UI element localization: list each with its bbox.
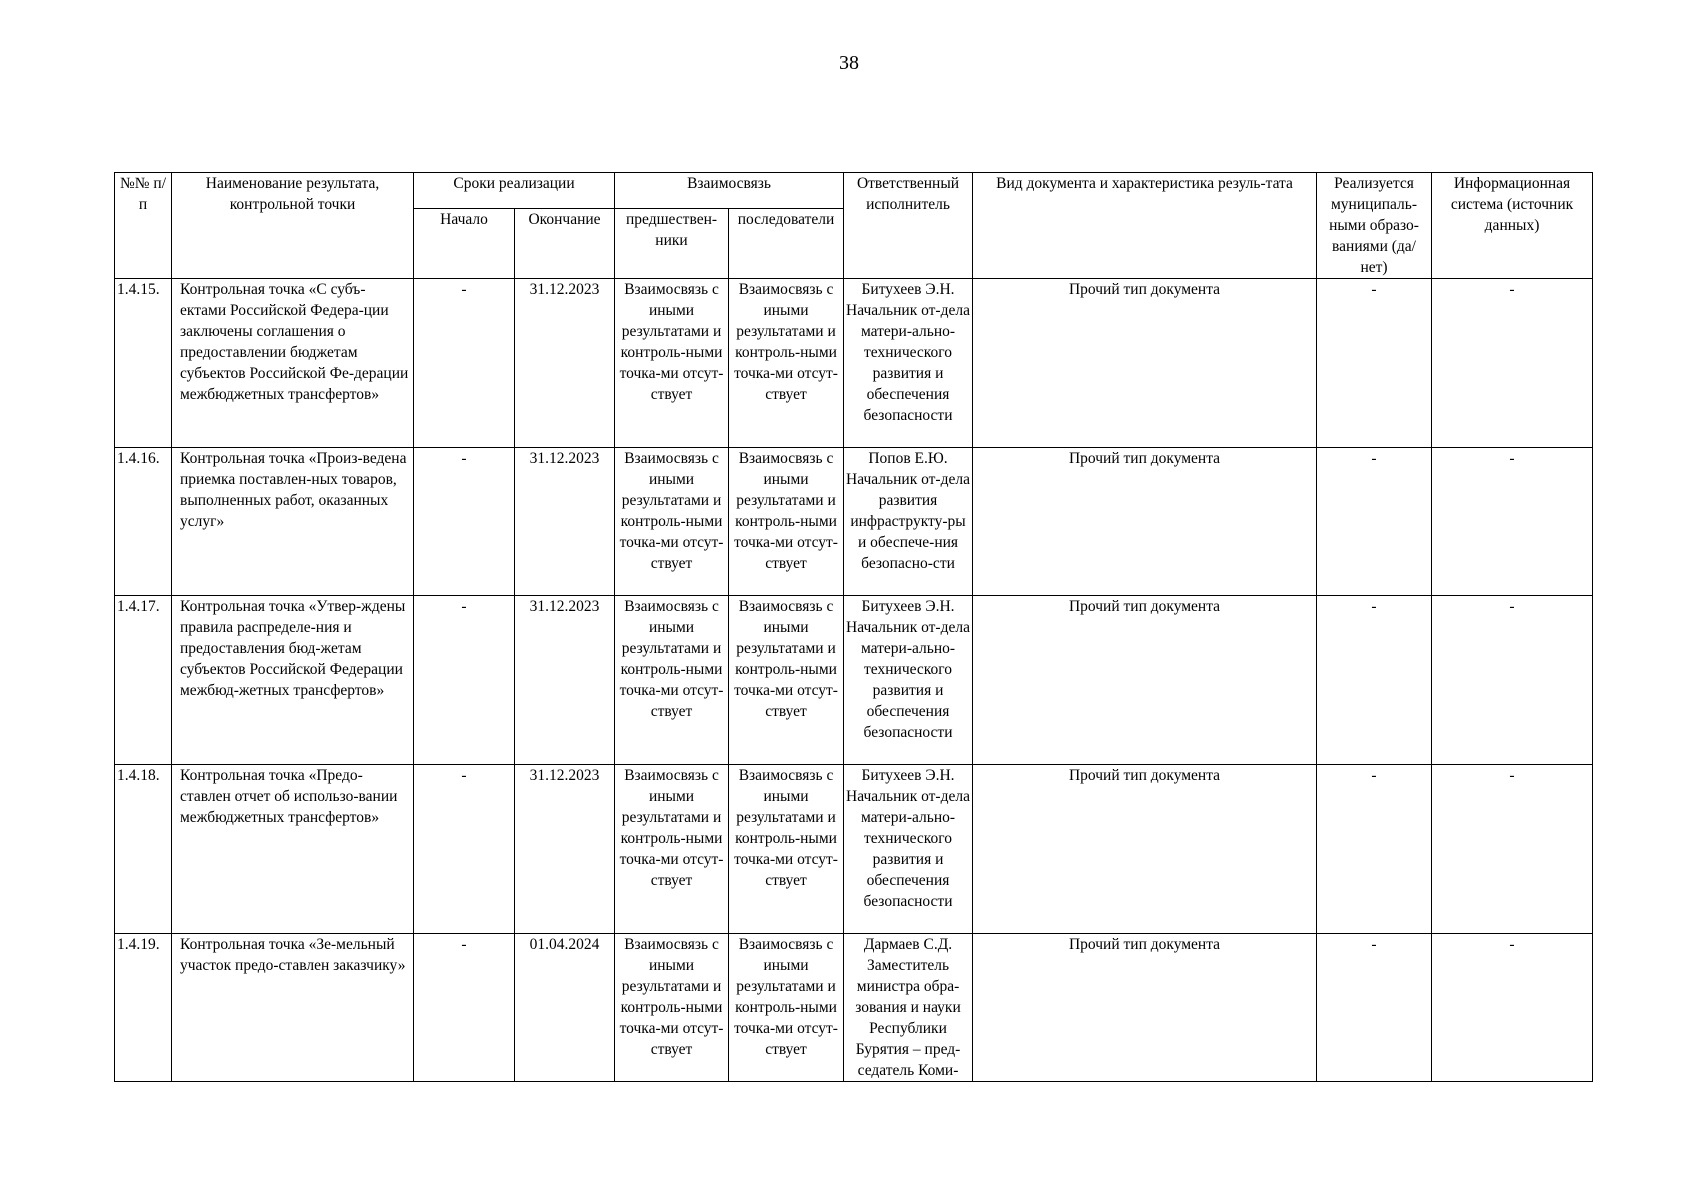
header-link: Взаимосвязь xyxy=(615,173,844,209)
header-responsible: Ответственный исполнитель xyxy=(844,173,973,279)
row-num: 1.4.15. xyxy=(115,279,172,448)
table-row xyxy=(115,765,1593,934)
row-name: Контрольная точка «Произ-ведена приемка поставлен-ных товаров, выполненных работ, оказанных услуг» xyxy=(172,448,414,596)
row-doc-type: Прочий тип документа xyxy=(973,448,1317,596)
row-responsible: Дармаев С.Д. Заместитель министра обра-зования и науки Республики Бурятия – пред-седатель Коми- xyxy=(844,934,973,1082)
header-predecessors: предшествен-ники xyxy=(615,208,729,278)
row-name: Контрольная точка «Предо-ставлен отчет об использо-вании межбюджетных трансфертов» xyxy=(172,765,414,934)
row-info-system: - xyxy=(1432,934,1593,1082)
row-municipal: - xyxy=(1317,934,1432,1082)
row-start: - xyxy=(414,448,515,596)
row-doc-type: Прочий тип документа xyxy=(973,279,1317,448)
row-predecessors: Взаимосвязь с иными результатами и контроль-ными точка-ми отсут-ствует xyxy=(615,765,729,934)
row-doc-type: Прочий тип документа xyxy=(973,765,1317,934)
row-end: 31.12.2023 xyxy=(515,279,615,448)
row-start: - xyxy=(414,596,515,765)
row-successors: Взаимосвязь с иными результатами и контроль-ными точка-ми отсут-ствует xyxy=(729,596,844,765)
row-end: 31.12.2023 xyxy=(515,448,615,596)
row-start: - xyxy=(414,934,515,1082)
row-responsible: Битухеев Э.Н. Начальник от-дела матери-ально-технического развития и обеспечения безопасности xyxy=(844,765,973,934)
row-predecessors: Взаимосвязь с иными результатами и контроль-ными точка-ми отсут-ствует xyxy=(615,448,729,596)
row-start: - xyxy=(414,765,515,934)
header-successors: последователи xyxy=(729,208,844,278)
table-row xyxy=(115,448,1593,596)
row-doc-type: Прочий тип документа xyxy=(973,596,1317,765)
header-end: Окончание xyxy=(515,208,615,278)
row-info-system: - xyxy=(1432,279,1593,448)
row-doc-type: Прочий тип документа xyxy=(973,934,1317,1082)
header-terms: Сроки реализации xyxy=(414,173,615,209)
row-predecessors: Взаимосвязь с иными результатами и контроль-ными точка-ми отсут-ствует xyxy=(615,934,729,1082)
row-successors: Взаимосвязь с иными результатами и контроль-ными точка-ми отсут-ствует xyxy=(729,765,844,934)
row-end: 01.04.2024 xyxy=(515,934,615,1082)
table-row xyxy=(115,934,1593,1082)
row-num: 1.4.16. xyxy=(115,448,172,596)
row-municipal: - xyxy=(1317,279,1432,448)
row-name: Контрольная точка «С субъ-ектами Российской Федера-ции заключены соглашения о предоставлении бюджетам субъектов Российской Фе-дерации межбюджетных трансфертов» xyxy=(172,279,414,448)
row-responsible: Битухеев Э.Н. Начальник от-дела матери-ально-технического развития и обеспечения безопасности xyxy=(844,596,973,765)
header-municipal: Реализуется муниципаль-ными образо-ваниями (да/нет) xyxy=(1317,173,1432,279)
row-num: 1.4.19. xyxy=(115,934,172,1082)
row-end: 31.12.2023 xyxy=(515,596,615,765)
header-name: Наименование результата, контрольной точки xyxy=(172,173,414,279)
row-successors: Взаимосвязь с иными результатами и контроль-ными точка-ми отсут-ствует xyxy=(729,934,844,1082)
row-municipal: - xyxy=(1317,448,1432,596)
header-doc-type: Вид документа и характеристика резуль-тата xyxy=(973,173,1317,279)
row-successors: Взаимосвязь с иными результатами и контроль-ными точка-ми отсут-ствует xyxy=(729,279,844,448)
header-start: Начало xyxy=(414,208,515,278)
table-row xyxy=(115,279,1593,448)
row-name: Контрольная точка «Утвер-ждены правила распределе-ния и предоставления бюд-жетам субъектов Российской Федерации межбюд-жетных трансфертов» xyxy=(172,596,414,765)
row-info-system: - xyxy=(1432,596,1593,765)
row-responsible: Попов Е.Ю. Начальник от-дела развития инфраструкту-ры и обеспече-ния безопасно-сти xyxy=(844,448,973,596)
header-num: №№ п/п xyxy=(115,173,172,279)
row-info-system: - xyxy=(1432,765,1593,934)
row-start: - xyxy=(414,279,515,448)
row-end: 31.12.2023 xyxy=(515,765,615,934)
row-num: 1.4.18. xyxy=(115,765,172,934)
row-info-system: - xyxy=(1432,448,1593,596)
row-responsible: Битухеев Э.Н. Начальник от-дела матери-ально-технического развития и обеспечения безопасности xyxy=(844,279,973,448)
results-table xyxy=(114,172,1593,1082)
row-municipal: - xyxy=(1317,765,1432,934)
page-number: 38 xyxy=(839,52,859,74)
row-successors: Взаимосвязь с иными результатами и контроль-ными точка-ми отсут-ствует xyxy=(729,448,844,596)
row-municipal: - xyxy=(1317,596,1432,765)
row-predecessors: Взаимосвязь с иными результатами и контроль-ными точка-ми отсут-ствует xyxy=(615,596,729,765)
row-predecessors: Взаимосвязь с иными результатами и контроль-ными точка-ми отсут-ствует xyxy=(615,279,729,448)
row-num: 1.4.17. xyxy=(115,596,172,765)
table-row xyxy=(115,596,1593,765)
header-info-system: Информационная система (источник данных) xyxy=(1432,173,1593,279)
row-name: Контрольная точка «Зе-мельный участок предо-ставлен заказчику» xyxy=(172,934,414,1082)
